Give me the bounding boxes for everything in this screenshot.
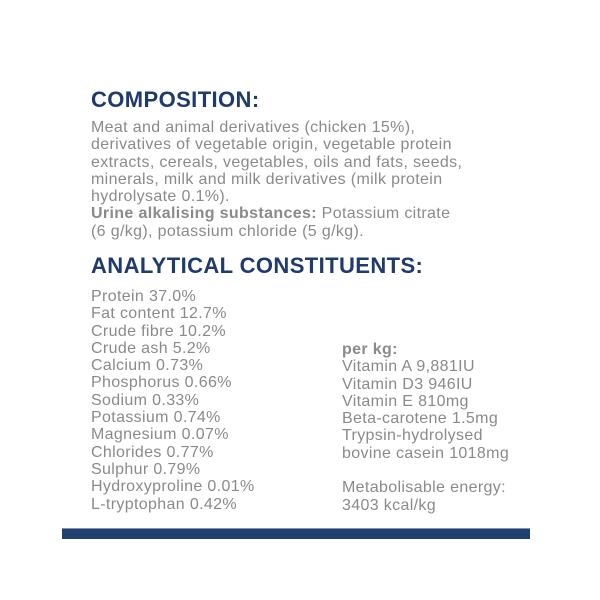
urine-alkalising-rest: Potassium citrate: [316, 205, 451, 223]
constituent-item: Phosphorus 0.66%: [91, 374, 232, 392]
vitamin-item: Beta-carotene 1.5mg: [342, 410, 499, 428]
constituent-item: Fat content 12.7%: [91, 305, 227, 323]
vitamin-item: Vitamin E 810mg: [342, 392, 469, 410]
constituent-item: Chlorides 0.77%: [91, 443, 214, 461]
vitamin-item: Vitamin D3 946IU: [342, 375, 473, 393]
urine-alkalising-line: [91, 205, 462, 222]
per-kg-label: per kg:: [342, 341, 398, 358]
constituent-item: Crude fibre 10.2%: [91, 322, 226, 340]
constituent-item: Sodium 0.33%: [91, 391, 200, 409]
composition-line: minerals, milk and milk derivatives (milk protein: [91, 170, 443, 188]
composition-line: derivatives of vegetable origin, vegetable protein: [91, 136, 452, 154]
composition-line: Meat and animal derivatives (chicken 15%),: [91, 119, 416, 136]
constituent-item: Calcium 0.73%: [91, 357, 204, 375]
urine-alkalising-line2: (6 g/kg), potassium chloride (5 g/kg).: [91, 222, 364, 240]
vitamin-item: Vitamin A 9,881IU: [342, 358, 475, 376]
composition-line: extracts, cereals, vegetables, oils and fats, seeds,: [91, 153, 463, 171]
analytical-constituents-heading: ANALYTICAL CONSTITUENTS:: [91, 253, 424, 278]
vitamin-item: Trypsin-hydrolysed: [342, 427, 483, 445]
constituent-item: Sulphur 0.79%: [91, 460, 201, 478]
constituent-item: Magnesium 0.07%: [91, 426, 229, 444]
composition-paragraph: [91, 119, 462, 240]
analytical-right-column: [342, 341, 509, 514]
composition-heading: COMPOSITION:: [91, 87, 260, 112]
constituent-item: Potassium 0.74%: [91, 409, 221, 427]
metabolisable-energy-value: 3403 kcal/kg: [342, 496, 437, 514]
footer-divider-bar: [62, 528, 530, 539]
constituent-item: L-tryptophan 0.42%: [91, 495, 237, 513]
constituent-item: Hydroxyproline 0.01%: [91, 478, 255, 496]
vitamin-item: bovine casein 1018mg: [342, 444, 510, 462]
constituent-item: Crude ash 5.2%: [91, 339, 211, 357]
urine-alkalising-label: Urine alkalising substances:: [91, 205, 317, 223]
column-gap: [342, 462, 509, 479]
analytical-left-column: [91, 288, 255, 513]
metabolisable-energy-label: Metabolisable energy:: [342, 479, 506, 497]
composition-line: hydrolysate 0.1%).: [91, 188, 230, 206]
constituent-item: Protein 37.0%: [91, 288, 197, 305]
